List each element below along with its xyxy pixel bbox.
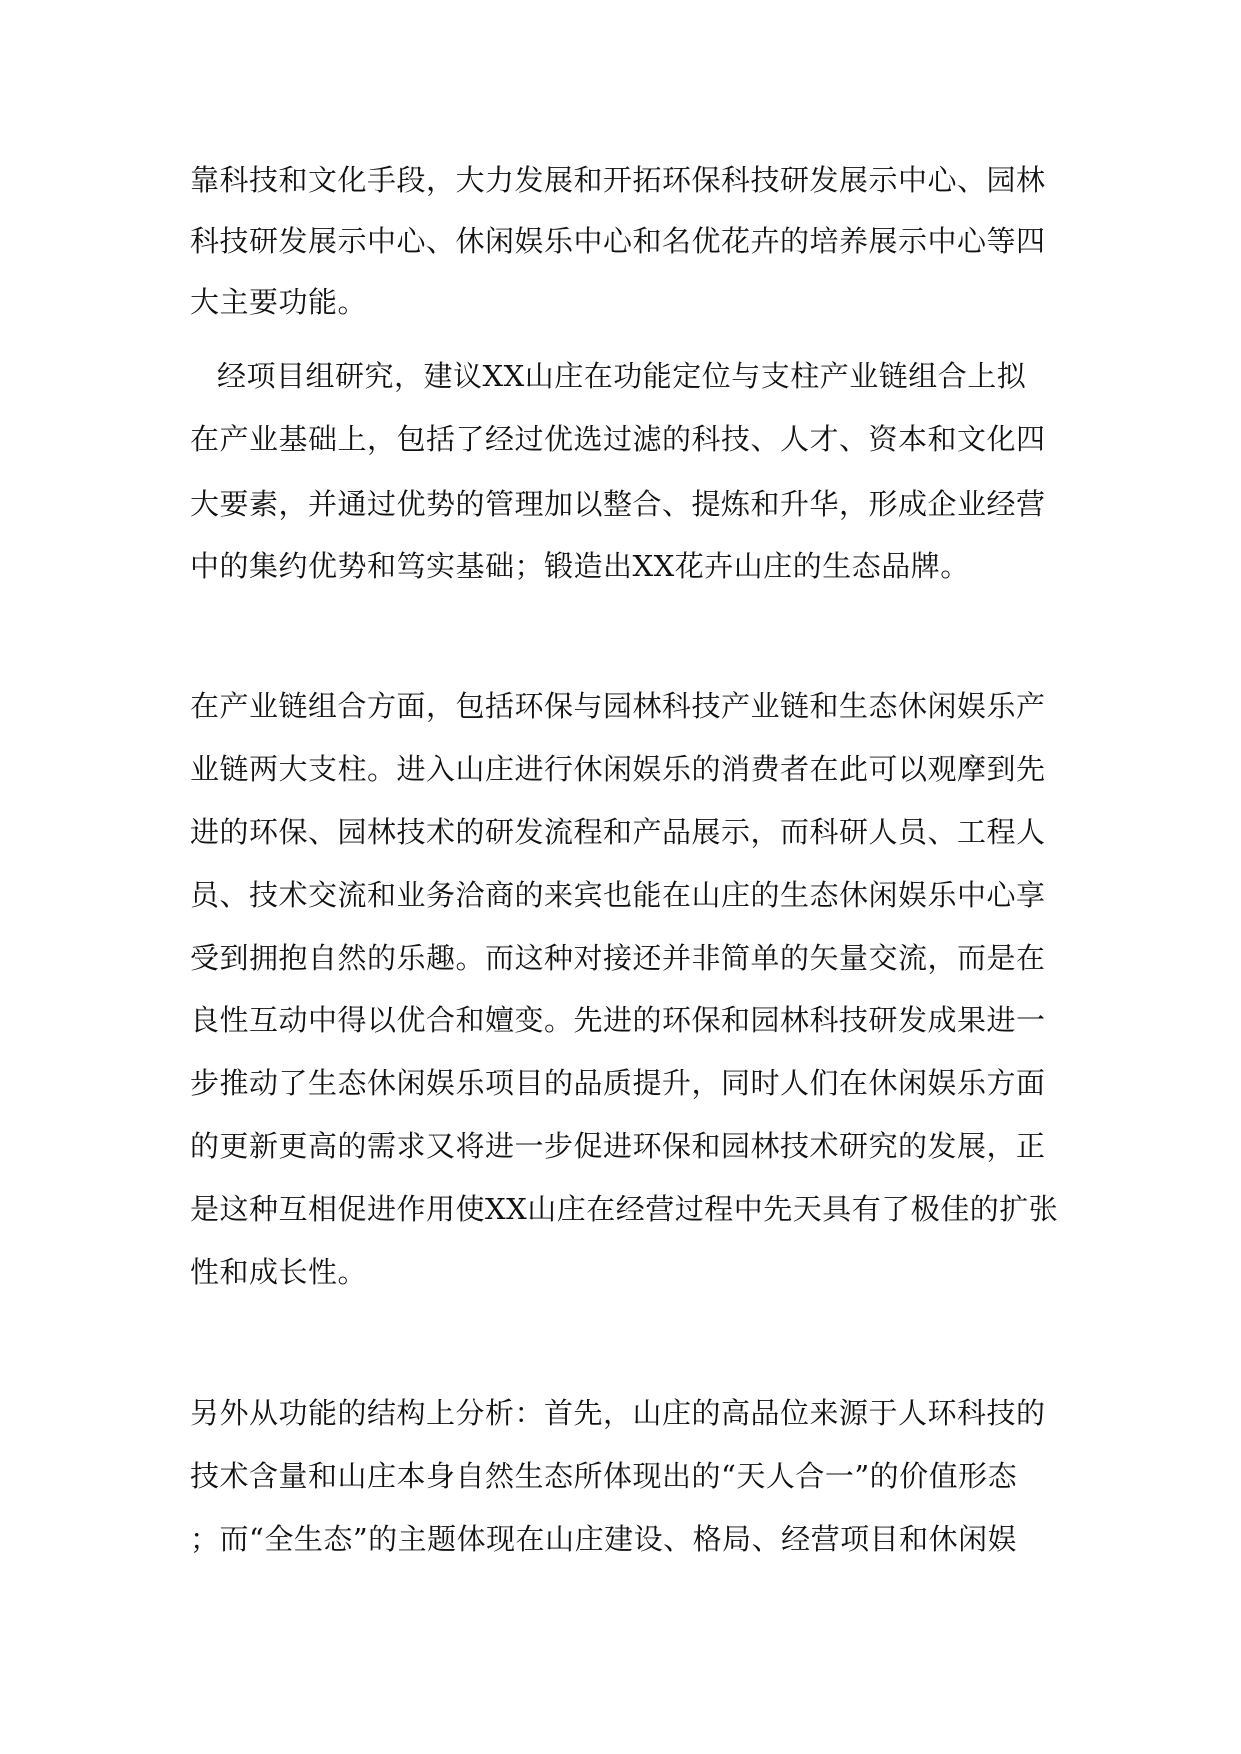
text-line: 科技研发展示中心、休闲娱乐中心和名优花卉的培养展示中心等四 [190, 224, 1046, 258]
text-line: 经项目组研究，建议XX山庄在功能定位与支柱产业链组合上拟 [217, 359, 1027, 393]
text-line: 大主要功能。 [190, 285, 368, 319]
text-line: 步推动了生态休闲娱乐项目的品质提升，同时人们在休闲娱乐方面 [190, 1066, 1046, 1100]
text-line: 的更新更高的需求又将进一步促进环保和园林技术研究的发展，正 [190, 1129, 1046, 1163]
text-line: 技术含量和山庄本身自然生态所体现出的“天人合一”的价值形态 [190, 1459, 1018, 1493]
text-line: 受到拥抱自然的乐趣。而这种对接还并非简单的矢量交流，而是在 [190, 941, 1046, 975]
text-line: 大要素，并通过优势的管理加以整合、提炼和升华，形成企业经营 [190, 487, 1046, 521]
text-line: 在产业基础上，包括了经过优选过滤的科技、人才、资本和文化四 [190, 422, 1046, 456]
text-line: 员、技术交流和业务洽商的来宾也能在山庄的生态休闲娱乐中心享 [190, 878, 1046, 912]
text-line: 进的环保、园林技术的研发流程和产品展示，而科研人员、工程人 [190, 815, 1046, 849]
text-line: 靠科技和文化手段，大力发展和开拓环保科技研发展示中心、园林 [190, 163, 1046, 197]
text-line: 另外从功能的结构上分析：首先，山庄的高品位来源于人环科技的 [190, 1396, 1046, 1430]
text-line: 性和成长性。 [190, 1255, 368, 1289]
text-line: 在产业链组合方面，包括环保与园林科技产业链和生态休闲娱乐产 [190, 689, 1046, 723]
text-line: 业链两大支柱。进入山庄进行休闲娱乐的消费者在此可以观摩到先 [190, 752, 1046, 786]
text-line: 中的集约优势和笃实基础；锻造出XX花卉山庄的生态品牌。 [190, 549, 970, 583]
text-line: 良性互动中得以优合和嬗变。先进的环保和园林科技研发成果进一 [190, 1003, 1046, 1037]
text-line: ；而“全生态”的主题体现在山庄建设、格局、经营项目和休闲娱 [190, 1522, 1018, 1556]
text-line: 是这种互相促进作用使XX山庄在经营过程中先天具有了极佳的扩张 [190, 1192, 1059, 1226]
